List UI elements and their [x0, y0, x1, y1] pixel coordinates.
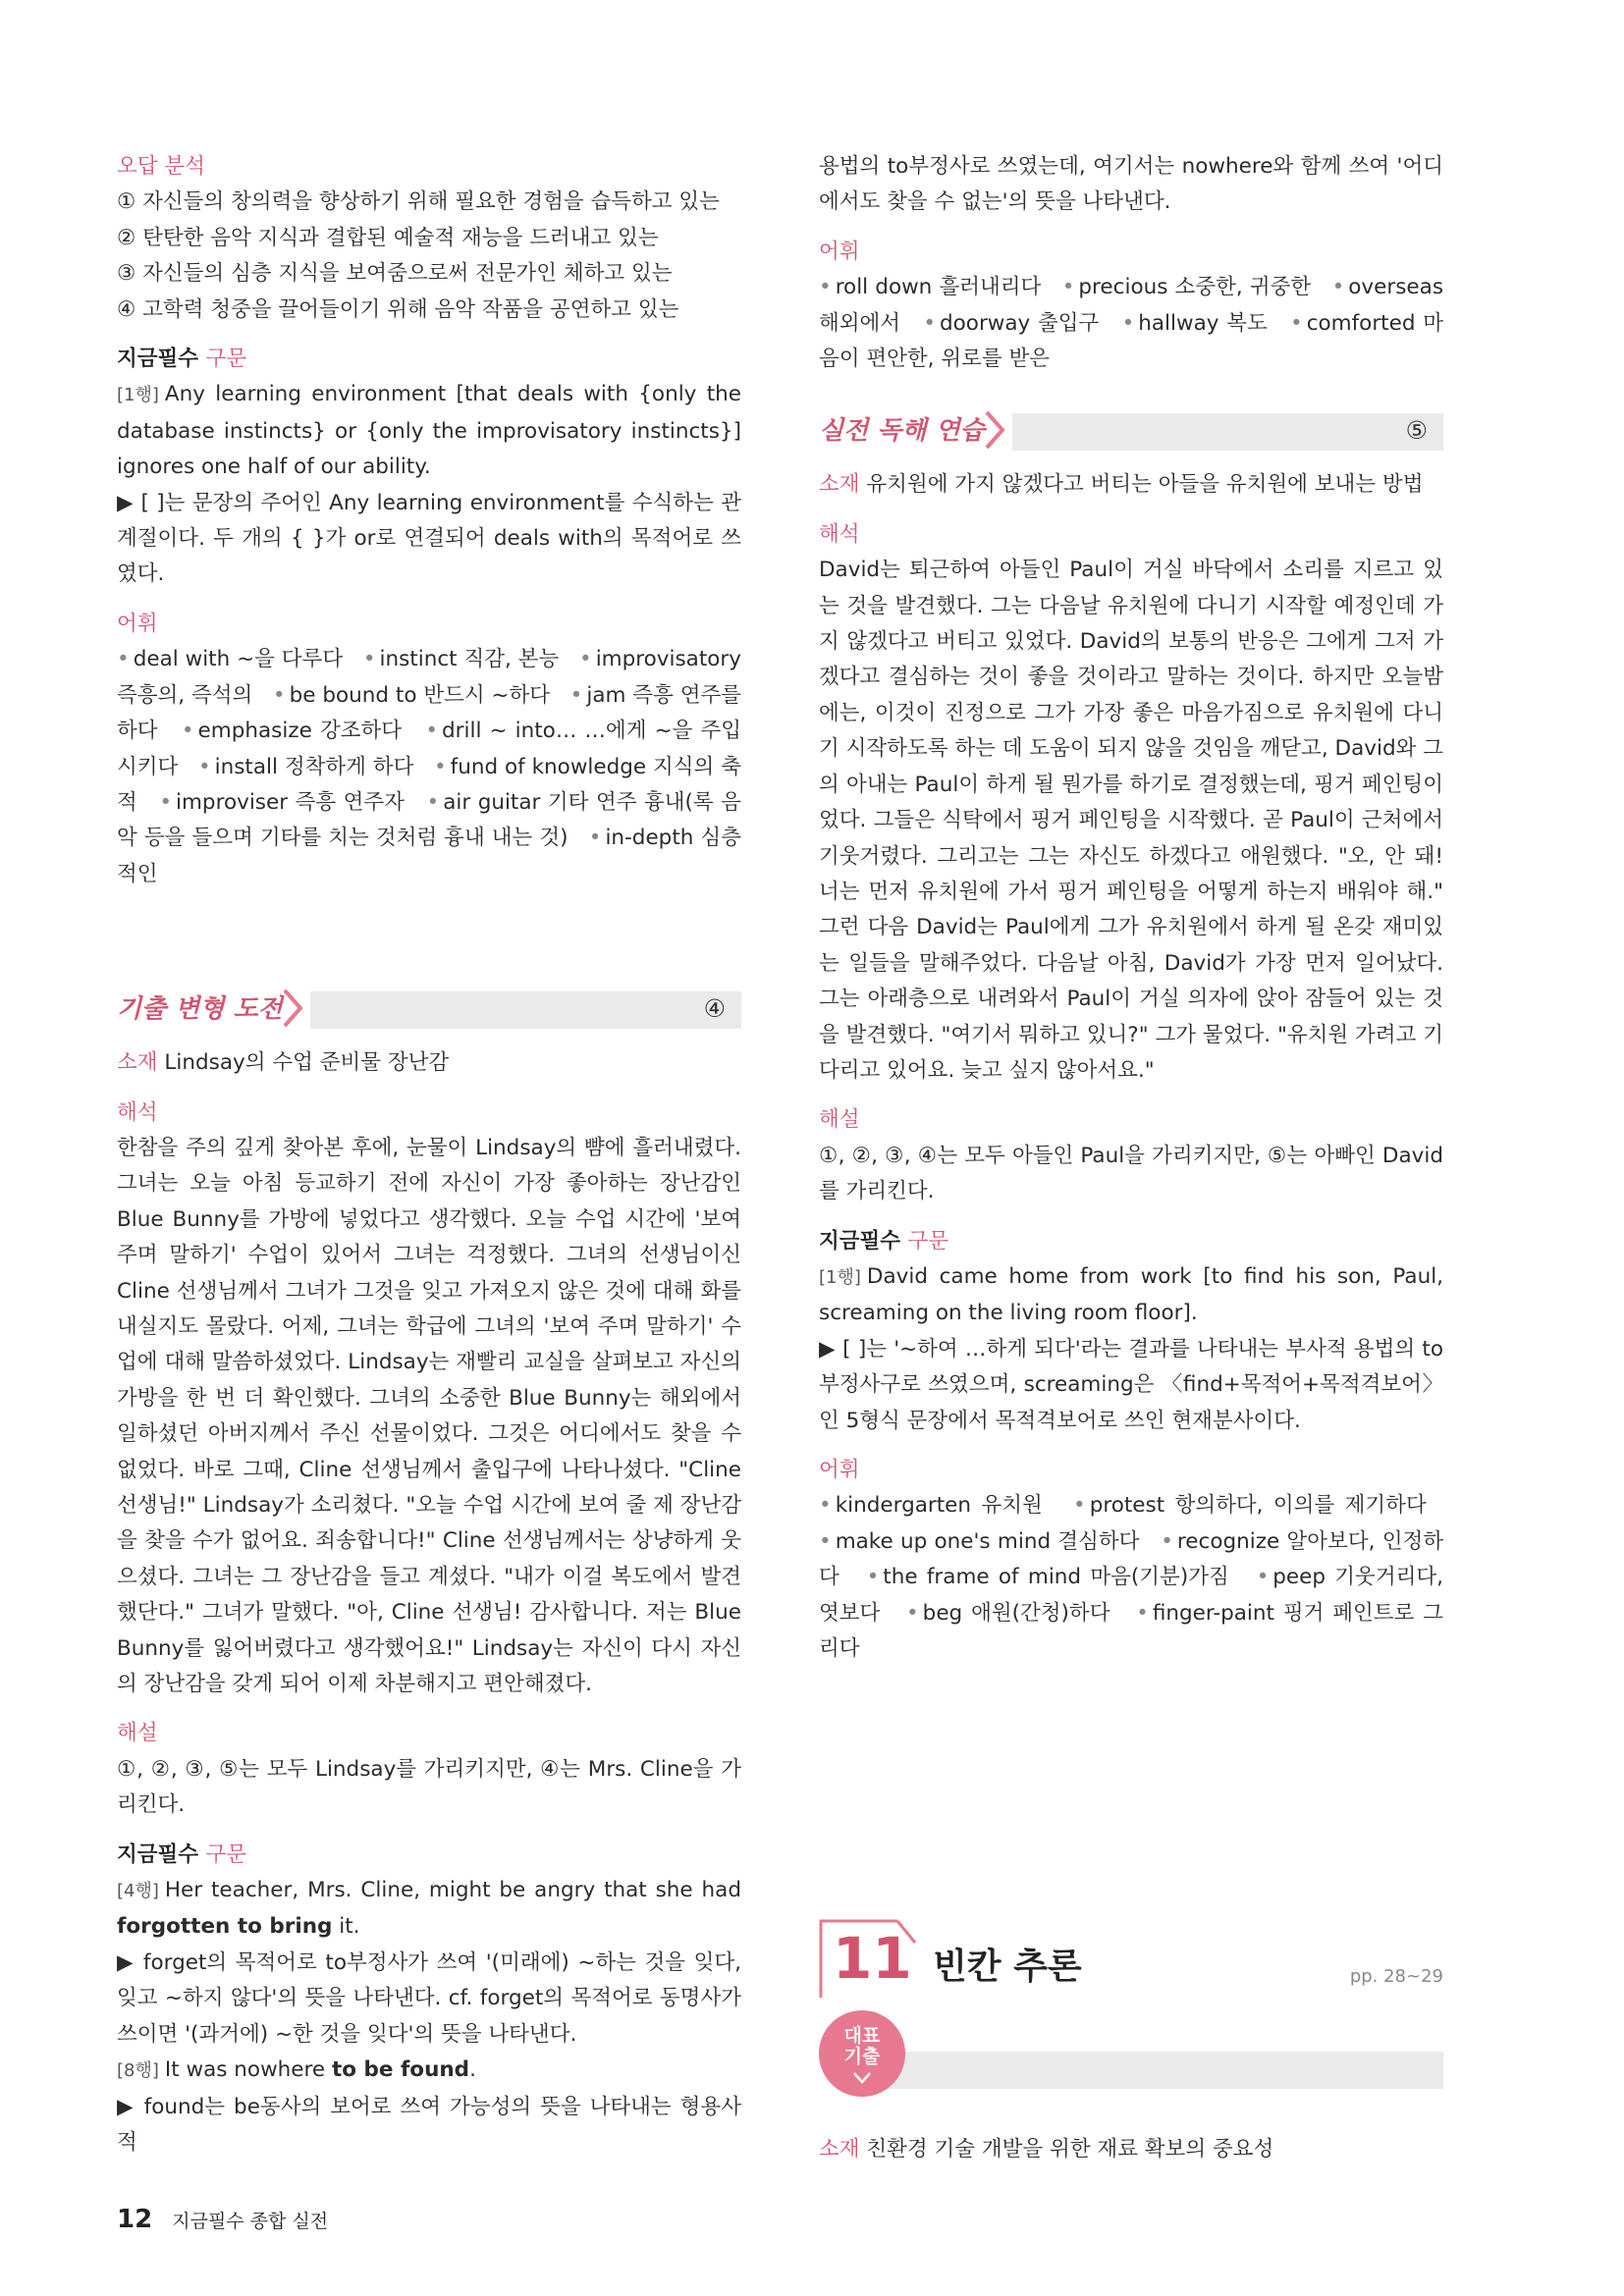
vocab-item: • precious 소중한, 귀중한: [1061, 275, 1312, 300]
error-analysis-label: 오답 분석: [117, 154, 205, 179]
representative-badge: 대표 기출: [819, 2010, 905, 2097]
syntax-label: 지금필수 구문: [117, 1842, 247, 1867]
vocab-item: • doorway 출입구: [923, 310, 1100, 336]
syntax-sentence: [8행] It was nowhere to be found.: [117, 2057, 476, 2083]
vocab-label: 어휘: [819, 239, 860, 264]
vocab-item: • instinct 직감, 본능: [362, 647, 560, 672]
chevron-right-icon: [984, 410, 1005, 450]
explanation-text: ①, ②, ③, ④는 모두 아들인 Paul을 가리키지만, ⑤는 아빠인 David를 가리킨다.: [819, 1143, 1443, 1204]
vocab-item: • jam 즉흥 연주를 하다: [117, 682, 742, 744]
vocab-item: • make up one's mind 결심하다: [819, 1528, 1140, 1554]
unit-title: 빈칸 추론: [933, 1947, 1082, 1987]
right-column: [819, 149, 1443, 1667]
translation-label: 해석: [117, 1099, 158, 1125]
section-header-4: [117, 987, 741, 1032]
vocab-item: • overseas 해외에서: [819, 275, 1444, 336]
syntax-sentence: [1행] Any learning environment [that deals with {only the database instincts} or {only the improvisatory instincts}] ignores one half of our ability.: [117, 382, 741, 480]
page-number: 12: [117, 2205, 153, 2234]
representative-badge-row: [819, 2010, 1443, 2083]
explanation-label: 해설: [117, 1721, 158, 1746]
unit-number-box: [819, 1919, 915, 2000]
vocab-item: • improvisatory 즉흥의, 즉석의: [117, 647, 741, 708]
vocab-item: • protest 항의하다, 이의를 제기하다: [1073, 1493, 1427, 1519]
translation-label: 해석: [819, 521, 860, 547]
vocab-item: • deal with ~을 다루다: [117, 647, 344, 672]
syntax-note: ▶ [ ]는 문장의 주어인 Any learning environment를 수식하는 관계절이다. 두 개의 { }가 or로 연결되어 deals with의 목적어로 쓰였다.: [117, 490, 741, 587]
topic: 소재 Lindsay의 수업 준비물 장난감: [117, 1050, 450, 1076]
explanation-label: 해설: [819, 1107, 860, 1133]
vocab-item: • peep 기웃거리다, 엿보다: [819, 1565, 1443, 1626]
unit-pages: pp. 28~29: [1349, 1966, 1443, 1987]
unit-number: 11: [833, 1925, 912, 1992]
error-item: ③ 자신들의 심층 지식을 보여줌으로써 전문가인 체하고 있는: [117, 261, 673, 287]
topic: 소재 유치원에 가지 않겠다고 버티는 아들을 유치원에 보내는 방법: [819, 472, 1424, 498]
vocab-item: • install 정착하게 하다: [197, 754, 414, 779]
error-item: ④ 고학력 청중을 끌어들이기 위해 음악 작품을 공연하고 있는: [117, 296, 679, 322]
vocab-item: • drill ~ into… …에게 ~을 주입시키다: [117, 719, 741, 779]
vocab-list: [819, 1488, 1443, 1667]
vocab-item: • improviser 즉흥 연주자: [159, 789, 405, 815]
question-number: ⑤: [1405, 416, 1428, 446]
section-header-5: [819, 408, 1443, 454]
unit-header: [819, 1919, 1443, 2000]
vocab-item: • emphasize 강조하다: [181, 719, 403, 744]
error-item: ② 탄탄한 음악 지식과 결합된 예술적 재능을 드러내고 있는: [117, 225, 659, 250]
syntax-label: 지금필수 구문: [117, 347, 247, 372]
syntax-sentence: [4행] Her teacher, Mrs. Cline, might be angry that she had forgotten to bring it.: [117, 1878, 741, 1940]
syntax-note: ▶ found는 be동사의 보어로 쓰여 가능성의 뜻을 나타내는 형용사적: [117, 2094, 741, 2155]
vocab-item: • hallway 복도: [1121, 310, 1268, 336]
vocab-item: • fund of knowledge 지식의 축적: [117, 754, 741, 815]
syntax-label: 지금필수 구문: [819, 1228, 949, 1254]
vocab-list: [819, 270, 1443, 377]
chevron-down-icon: [852, 2071, 872, 2085]
vocab-item: • roll down 흘러내리다: [819, 275, 1042, 300]
page-footer: [117, 2205, 328, 2234]
vocab-label: 어휘: [117, 611, 158, 636]
question-number: ④: [703, 994, 726, 1024]
vocab-item: • comforted 마음이 편안한, 위로를 받은: [819, 310, 1443, 372]
chevron-right-icon: [282, 988, 303, 1028]
continued-text: 용법의 to부정사로 쓰였는데, 여기서는 nowhere와 함께 쓰여 '어디에서도 찾을 수 없는'의 뜻을 나타낸다.: [819, 154, 1443, 215]
syntax-note: ▶ forget의 목적어로 to부정사가 쓰여 '(미래에) ~하는 것을 잊다, 잊고 ~하지 않다'의 뜻을 나타낸다. cf. forget의 목적어로 동명사가 쓰이면 '(과거에) ~한 것을 잊다'의 뜻을 나타낸다.: [117, 1949, 741, 2047]
syntax-sentence: [1행] David came home from work [to find his son, Paul, screaming on the living room floor].: [819, 1263, 1443, 1326]
vocab-item: • kindergarten 유치원: [819, 1493, 1043, 1519]
error-item: ① 자신들의 창의력을 향상하기 위해 필요한 경험을 습득하고 있는: [117, 189, 720, 215]
explanation-text: ①, ②, ③, ⑤는 모두 Lindsay를 가리키지만, ④는 Mrs. Cline을 가리킨다.: [117, 1756, 741, 1818]
syntax-note: ▶ [ ]는 '~하여 …하게 되다'라는 결과를 나타내는 부사적 용법의 to부정사구로 쓰였으며, screaming은 〈find+목적어+목적격보어〉인 5형식 문장에서 목적격보어로 쓰인 현재분사이다.: [819, 1336, 1443, 1433]
left-column: [117, 149, 741, 2161]
vocab-item: • the frame of mind 마음(기분)가짐: [866, 1565, 1229, 1590]
translation-text: 한참을 주의 깊게 찾아본 후에, 눈물이 Lindsay의 뺨에 흘러내렸다. 그녀는 오늘 아침 등교하기 전에 자신이 가장 좋아하는 장난감인 Blue Bunny를 가방에 넣었다고 생각했다. 오늘 수업 시간에 '보여 주며 말하기' 수업이 있어서 그녀는 걱정했다. 그녀의 선생님이신 Cline 선생님께서 그녀가 그것을 잊고 가져오지 않은 것에 대해 화를 내실지도 몰랐다. 어제, 그녀는 학급에 그녀의 '보여 주며 말하기' 수업에 대해 말씀하셨었다. Lindsay는 재빨리 교실을 살펴보고 자신의 가방을 한 번 더 확인했다. 그녀의 소중한 Blue Bunny는 해외에서 일하셨던 아버지께서 주신 선물이었다. 그것은 어디에서도 찾을 수 없었다. 바로 그때, Cline 선생님께서 출입구에 나타나셨다. "Cline 선생님!" Lindsay가 소리쳤다. "오늘 수업 시간에 보여 줄 제 장난감을 찾을 수가 없어요. 죄송합니다!" Cline 선생님께서는 상냥하게 웃으셨다. 그녀는 그 장난감을 들고 계셨다. "내가 이걸 복도에서 발견했단다." 그녀가 말했다. "아, Cline 선생님! 감사합니다. 저는 Blue Bunny를 잃어버렸다고 생각했어요!" Lindsay는 자신이 다시 자신의 장난감을 갖게 되어 이제 차분해지고 편안해졌다.: [117, 1135, 741, 1697]
vocab-item: • air guitar 기타 연주 흉내(록 음악 등을 들으며 기타를 치는 것처럼 흉내 내는 것): [117, 789, 741, 851]
section-title: 기출 변형 도전: [117, 987, 310, 1032]
vocab-item: • be bound to 반드시 ~하다: [272, 682, 551, 708]
topic: 소재 친환경 기술 개발을 위한 재료 확보의 중요성: [819, 2137, 1274, 2162]
vocab-label: 어휘: [819, 1458, 860, 1482]
vocab-item: • recognize 알아보다, 인정하다: [819, 1528, 1443, 1590]
book-title: 지금필수 종합 실전: [172, 2211, 329, 2232]
vocab-item: • finger-paint 핑거 페인트로 그리다: [819, 1600, 1444, 1662]
vocab-item: • in-depth 심층적인: [117, 826, 741, 886]
vocab-item: • beg 애원(간청)하다: [905, 1600, 1110, 1626]
section-title: 실전 독해 연습: [819, 408, 1012, 454]
translation-text: David는 퇴근하여 아들인 Paul이 거실 바닥에서 소리를 지르고 있는 것을 발견했다. 그는 다음날 유치원에 다니기 시작할 예정인데 가지 않겠다고 버티고 있었다. David의 보통의 반응은 그에게 그저 가겠다고 결심하는 것이 좋을 것이라고 말하는 것이다. 하지만 오늘밤에는, 이것이 진정으로 그가 가장 좋은 마음가짐으로 유치원에 다니기 시작하도록 하는 데 도움이 되지 않을 것임을 깨닫고, David와 그의 아내는 Paul이 하게 될 뭔가를 하기로 결정했는데, 핑거 페인팅이었다. 그들은 식탁에서 핑거 페인팅을 시작했다. 곧 Paul이 근처에서 기웃거렸다. 그리고는 그는 자신도 하겠다고 애원했다. "오, 안 돼! 너는 먼저 유치원에 가서 핑거 페인팅을 어떻게 하는지 배워야 해." 그런 다음 David는 Paul에게 그가 유치원에서 하게 될 온갖 재미있는 일들을 말해주었다. 다음날 아침, David가 가장 먼저 일어났다. 그는 아래층으로 내려와서 Paul이 거실 의자에 앉아 잠들어 있는 것을 발견했다. "여기서 뭐하고 있니?" 그가 물었다. "유치원 가려고 기다리고 있어요. 늦고 싶지 않아서요.": [819, 558, 1443, 1083]
vocab-list: [117, 642, 741, 892]
